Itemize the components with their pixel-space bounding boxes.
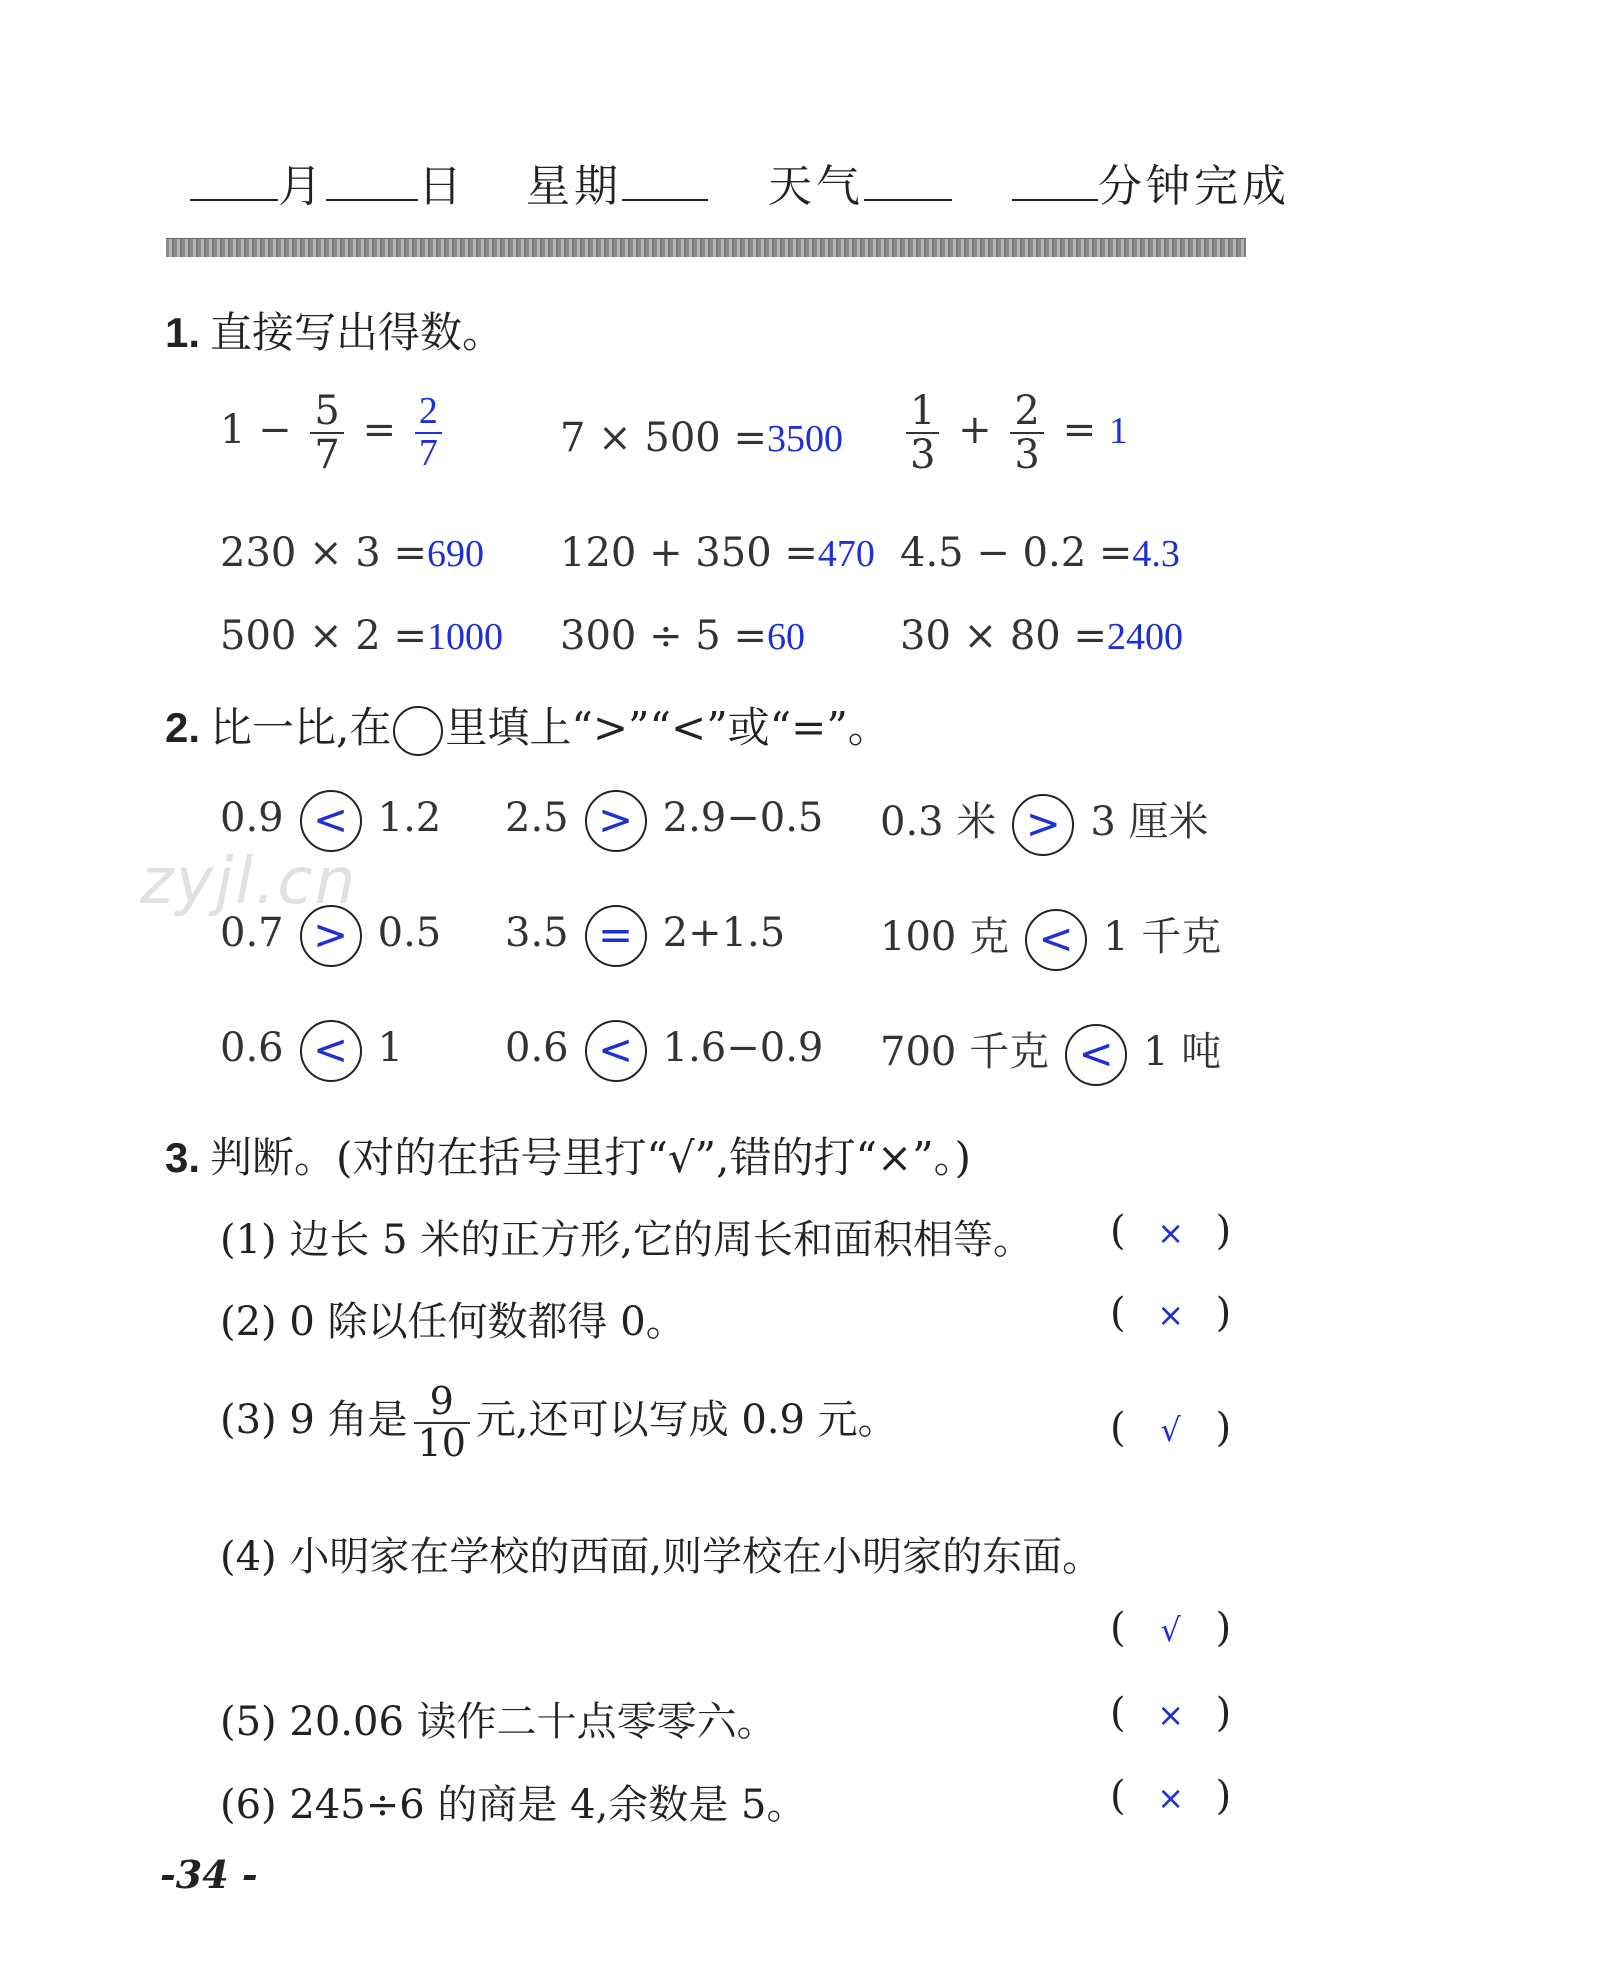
s1-item-6 xyxy=(900,530,1180,576)
denominator: 7 xyxy=(310,432,343,476)
compare-left: 0.3 米 xyxy=(880,799,997,845)
compare-item xyxy=(505,1020,823,1082)
s1-item-3 xyxy=(900,390,1128,476)
numerator: 9 xyxy=(429,1379,454,1423)
answer-parentheses[interactable] xyxy=(1110,1605,1231,1651)
answer-parentheses[interactable] xyxy=(1110,1405,1231,1451)
denominator: 10 xyxy=(414,1422,470,1464)
compare-circle[interactable]: < xyxy=(300,1020,362,1082)
section1-title xyxy=(165,300,504,360)
expr-text: 4.5 − 0.2 = xyxy=(900,530,1133,576)
answer: 4.3 xyxy=(1132,533,1180,575)
compare-right: 2.9−0.5 xyxy=(662,795,824,841)
answer-denominator: 7 xyxy=(415,432,442,474)
compare-item xyxy=(880,790,1209,856)
compare-circle[interactable]: > xyxy=(585,790,647,852)
section2-text-a: 比一比,在 xyxy=(210,703,392,752)
denominator: 3 xyxy=(1010,432,1043,476)
answer-numerator: 2 xyxy=(418,390,438,433)
paren-close: ) xyxy=(1215,1208,1232,1254)
expr-text: 300 ÷ 5 = xyxy=(560,613,767,659)
compare-left: 0.6 xyxy=(220,1025,284,1071)
expr-text: 30 × 80 = xyxy=(900,613,1107,659)
judge-mark: √ xyxy=(1160,1411,1181,1449)
compare-circle[interactable]: = xyxy=(585,905,647,967)
fraction xyxy=(1010,390,1043,476)
section3-number: 3. xyxy=(165,1134,201,1181)
watermark: zyjl.cn xyxy=(140,845,358,919)
day-blank[interactable] xyxy=(326,159,418,201)
compare-item xyxy=(505,905,785,967)
judge-text-b: 元,还可以写成 0.9 元。 xyxy=(475,1396,898,1443)
expr-text: 500 × 2 = xyxy=(220,613,427,659)
judge-item-4: (4) 小明家在学校的西面,则学校在小明家的东面。 xyxy=(220,1534,1103,1580)
compare-left: 0.6 xyxy=(505,1025,569,1071)
expr-text: 120 + 350 = xyxy=(560,530,818,576)
answer: 2400 xyxy=(1106,616,1183,658)
judge-text-a: (3) 9 角是 xyxy=(220,1396,408,1443)
s1-item-4 xyxy=(220,530,484,576)
paren-close: ) xyxy=(1215,1290,1232,1336)
compare-left: 2.5 xyxy=(505,795,569,841)
paren-close: ) xyxy=(1215,1605,1232,1651)
compare-right: 2+1.5 xyxy=(662,910,786,956)
numerator: 1 xyxy=(910,388,936,434)
compare-right: 1 xyxy=(377,1025,404,1071)
compare-right: 1 吨 xyxy=(1143,1029,1222,1075)
judge-item-1: (1) 边长 5 米的正方形,它的周长和面积相等。 xyxy=(220,1217,1033,1263)
paren-close: ) xyxy=(1215,1690,1232,1736)
judge-mark: × xyxy=(1157,1214,1185,1252)
fraction xyxy=(414,1379,470,1465)
section2-text-b: 里填上“>”“<”或“=”。 xyxy=(445,703,890,752)
paren-close: ) xyxy=(1215,1405,1232,1451)
paren-open: ( xyxy=(1110,1773,1126,1819)
compare-circle[interactable]: < xyxy=(1065,1024,1127,1086)
denominator: 3 xyxy=(906,432,939,476)
compare-circle[interactable]: > xyxy=(1012,794,1074,856)
paren-close: ) xyxy=(1215,1773,1232,1819)
day-label: 日 xyxy=(418,161,466,212)
judge-item-6: (6) 245÷6 的商是 4,余数是 5。 xyxy=(220,1782,807,1828)
s1-item-9 xyxy=(900,613,1183,659)
answer: 60 xyxy=(766,616,805,658)
compare-right: 3 厘米 xyxy=(1090,799,1209,845)
compare-left: 0.9 xyxy=(220,795,284,841)
answer: 1000 xyxy=(426,616,503,658)
week-blank[interactable] xyxy=(622,159,708,201)
compare-right: 1 千克 xyxy=(1103,914,1222,960)
compare-item xyxy=(880,1020,1221,1086)
section1-number: 1. xyxy=(165,309,201,356)
answer: 690 xyxy=(426,533,484,575)
paren-open: ( xyxy=(1110,1208,1126,1254)
date-header xyxy=(190,150,1290,220)
answer-parentheses[interactable] xyxy=(1110,1290,1231,1336)
judge-item-2: (2) 0 除以任何数都得 0。 xyxy=(220,1299,686,1345)
section1-text: 直接写出得数。 xyxy=(210,308,505,357)
judge-item-5: (5) 20.06 读作二十点零零六。 xyxy=(220,1699,777,1745)
compare-left: 700 千克 xyxy=(880,1029,1050,1075)
numerator: 5 xyxy=(314,388,340,434)
compare-circle[interactable]: < xyxy=(300,790,362,852)
section3-title xyxy=(165,1125,971,1185)
answer: 1 xyxy=(1108,410,1128,452)
month-blank[interactable] xyxy=(190,159,278,201)
answer-fraction xyxy=(415,392,442,474)
answer-parentheses[interactable] xyxy=(1110,1208,1231,1254)
minutes-blank[interactable] xyxy=(1012,159,1098,201)
paren-open: ( xyxy=(1110,1690,1126,1736)
judge-mark: × xyxy=(1157,1779,1185,1817)
s1-item-7 xyxy=(220,613,503,659)
section3-text: 判断。(对的在括号里打“√”,错的打“×”。) xyxy=(210,1133,971,1182)
page-number: -34 - xyxy=(160,1852,258,1897)
operator: + xyxy=(958,407,992,453)
answer: 470 xyxy=(817,533,875,575)
weather-blank[interactable] xyxy=(864,159,952,201)
s1-item-2 xyxy=(560,415,843,461)
section2-number: 2. xyxy=(165,704,201,751)
judge-item-3 xyxy=(220,1379,898,1465)
judge-mark: √ xyxy=(1160,1611,1181,1649)
compare-circle[interactable]: < xyxy=(585,1020,647,1082)
judge-mark: × xyxy=(1157,1296,1185,1334)
compare-left: 100 克 xyxy=(880,914,1010,960)
compare-right: 1.2 xyxy=(377,795,442,841)
compare-left: 0.7 xyxy=(220,910,284,956)
minutes-label: 分钟完成 xyxy=(1098,161,1290,212)
weather-label: 天气 xyxy=(768,161,864,212)
section2-title xyxy=(165,695,890,756)
circle-icon xyxy=(393,706,443,756)
week-label: 星期 xyxy=(526,161,622,212)
compare-item xyxy=(880,905,1221,971)
compare-right: 0.5 xyxy=(377,910,442,956)
compare-right: 1.6−0.9 xyxy=(662,1025,824,1071)
expr-text: 1 − xyxy=(220,407,292,453)
paren-open: ( xyxy=(1110,1605,1126,1651)
equals: = xyxy=(1062,407,1097,453)
answer-parentheses[interactable] xyxy=(1110,1773,1231,1819)
header-divider xyxy=(166,238,1246,257)
compare-item xyxy=(505,790,823,852)
answer: 3500 xyxy=(766,418,843,460)
expr-text: 7 × 500 = xyxy=(560,415,767,461)
paren-open: ( xyxy=(1110,1405,1126,1451)
equals: = xyxy=(362,407,397,453)
compare-circle[interactable]: > xyxy=(300,905,362,967)
compare-item xyxy=(220,1020,403,1082)
compare-left: 3.5 xyxy=(505,910,569,956)
fraction xyxy=(310,390,343,476)
compare-circle[interactable]: < xyxy=(1025,909,1087,971)
s1-item-8 xyxy=(560,613,805,659)
s1-item-5 xyxy=(560,530,875,576)
month-label: 月 xyxy=(278,161,326,212)
paren-open: ( xyxy=(1110,1290,1126,1336)
expr-text: 230 × 3 = xyxy=(220,530,427,576)
fraction xyxy=(906,390,939,476)
numerator: 2 xyxy=(1014,388,1040,434)
answer-parentheses[interactable] xyxy=(1110,1690,1231,1736)
judge-mark: × xyxy=(1157,1696,1185,1734)
s1-item-1 xyxy=(220,390,448,476)
compare-item xyxy=(220,790,441,852)
